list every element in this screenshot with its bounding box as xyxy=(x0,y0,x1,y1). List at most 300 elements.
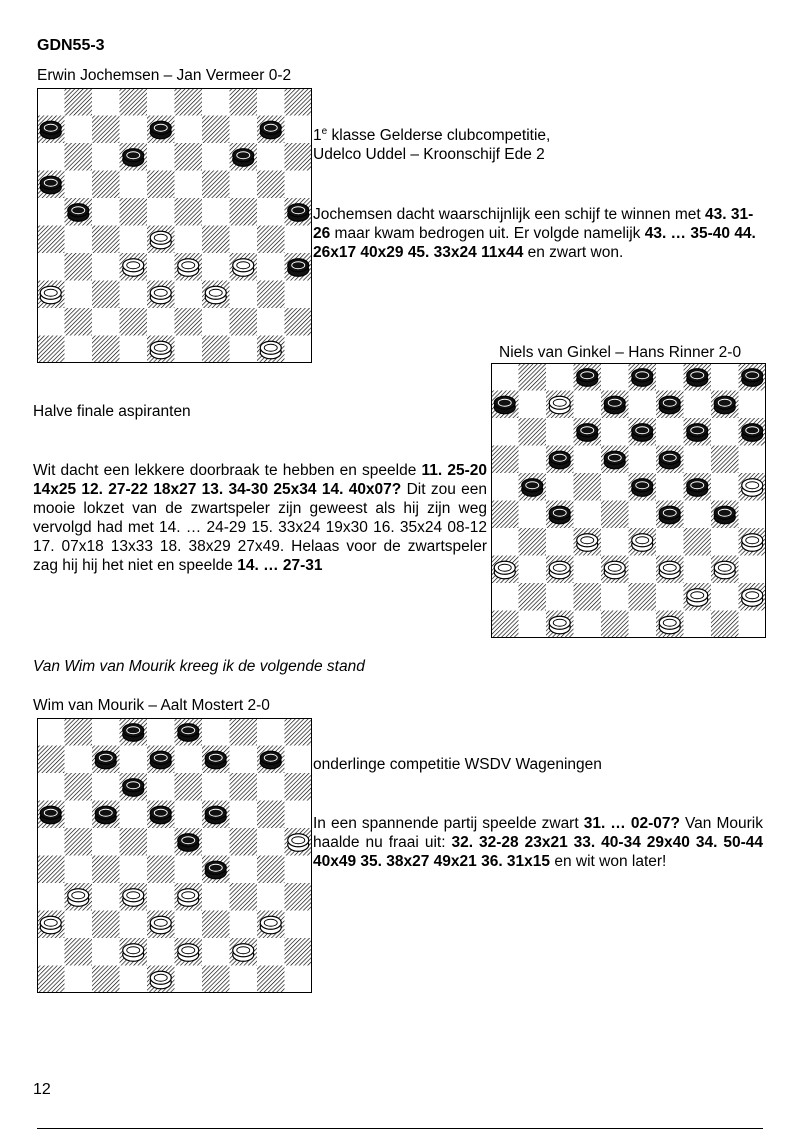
white-piece xyxy=(260,341,281,359)
game3-board xyxy=(37,718,312,993)
light-square xyxy=(574,391,602,419)
white-piece xyxy=(549,396,570,414)
light-square xyxy=(65,116,93,144)
black-piece xyxy=(288,204,309,222)
dark-square xyxy=(285,88,313,116)
light-square xyxy=(257,198,285,226)
dark-square xyxy=(230,883,258,911)
black-piece xyxy=(494,396,515,414)
light-square xyxy=(656,528,684,556)
light-square xyxy=(120,336,148,364)
light-square xyxy=(257,773,285,801)
dark-square xyxy=(120,308,148,336)
light-square xyxy=(629,611,657,639)
dark-square xyxy=(257,801,285,829)
black-piece xyxy=(288,259,309,277)
game1-text-2: maar kwam bedrogen uit. Er volgde namelijk xyxy=(330,225,645,242)
light-square xyxy=(65,281,93,309)
light-square xyxy=(175,171,203,199)
light-square xyxy=(684,501,712,529)
light-square xyxy=(519,611,547,639)
black-piece xyxy=(123,724,144,742)
light-square xyxy=(656,473,684,501)
dark-square xyxy=(601,611,629,639)
white-piece xyxy=(150,916,171,934)
dark-square xyxy=(491,501,519,529)
light-square xyxy=(37,938,65,966)
light-square xyxy=(92,828,120,856)
dark-square xyxy=(175,88,203,116)
light-square xyxy=(574,611,602,639)
light-square xyxy=(546,363,574,391)
dark-square xyxy=(175,773,203,801)
light-square xyxy=(120,801,148,829)
light-square xyxy=(285,801,313,829)
dark-square xyxy=(285,308,313,336)
black-piece xyxy=(205,861,226,879)
black-piece xyxy=(659,506,680,524)
dark-square xyxy=(92,856,120,884)
light-square xyxy=(202,938,230,966)
white-piece xyxy=(150,231,171,249)
black-piece xyxy=(150,121,171,139)
light-square xyxy=(711,528,739,556)
dark-square xyxy=(230,718,258,746)
black-piece xyxy=(687,369,708,387)
light-square xyxy=(92,253,120,281)
light-square xyxy=(574,501,602,529)
light-square xyxy=(65,746,93,774)
black-piece xyxy=(659,451,680,469)
light-square xyxy=(491,418,519,446)
light-square xyxy=(147,938,175,966)
dark-square xyxy=(65,828,93,856)
light-square xyxy=(120,746,148,774)
white-piece xyxy=(577,534,598,552)
light-square xyxy=(175,911,203,939)
dark-square xyxy=(92,116,120,144)
light-square xyxy=(65,226,93,254)
light-square xyxy=(601,528,629,556)
dark-square xyxy=(257,966,285,994)
black-piece xyxy=(95,806,116,824)
light-square xyxy=(257,253,285,281)
black-piece xyxy=(260,121,281,139)
dark-square xyxy=(491,446,519,474)
white-piece xyxy=(742,534,763,552)
light-square xyxy=(147,773,175,801)
light-square xyxy=(230,966,258,994)
light-square xyxy=(285,171,313,199)
light-square xyxy=(285,966,313,994)
light-square xyxy=(175,116,203,144)
black-piece xyxy=(40,121,61,139)
dark-square xyxy=(285,718,313,746)
light-square xyxy=(257,938,285,966)
light-square xyxy=(65,171,93,199)
light-square xyxy=(546,473,574,501)
light-square xyxy=(202,88,230,116)
white-piece xyxy=(260,916,281,934)
light-square xyxy=(257,88,285,116)
black-piece xyxy=(687,479,708,497)
light-square xyxy=(230,226,258,254)
light-square xyxy=(711,473,739,501)
dark-square xyxy=(37,336,65,364)
light-square xyxy=(92,773,120,801)
light-square xyxy=(92,143,120,171)
black-piece xyxy=(742,369,763,387)
light-square xyxy=(202,143,230,171)
white-piece xyxy=(40,286,61,304)
black-piece xyxy=(604,396,625,414)
light-square xyxy=(147,253,175,281)
light-square xyxy=(37,143,65,171)
game1-move-1: 43. 31-26 xyxy=(313,206,754,242)
light-square xyxy=(230,336,258,364)
light-square xyxy=(519,501,547,529)
light-square xyxy=(92,308,120,336)
light-square xyxy=(601,583,629,611)
black-piece xyxy=(233,149,254,167)
dark-square xyxy=(230,308,258,336)
black-piece xyxy=(95,751,116,769)
dark-square xyxy=(65,773,93,801)
white-piece xyxy=(123,259,144,277)
light-square xyxy=(519,391,547,419)
light-square xyxy=(202,198,230,226)
black-piece xyxy=(549,451,570,469)
black-piece xyxy=(178,724,199,742)
draughts-board-svg xyxy=(37,88,312,363)
footer-rule xyxy=(37,1128,763,1129)
black-piece xyxy=(549,506,570,524)
light-square xyxy=(491,363,519,391)
dark-square xyxy=(285,773,313,801)
light-square xyxy=(491,473,519,501)
game3-text-2: Van Mourik haalde nu fraai uit: xyxy=(313,815,763,851)
dark-square xyxy=(257,226,285,254)
white-piece xyxy=(123,889,144,907)
dark-square xyxy=(202,966,230,994)
light-square xyxy=(601,363,629,391)
light-square xyxy=(92,88,120,116)
light-square xyxy=(684,446,712,474)
light-square xyxy=(37,253,65,281)
light-square xyxy=(202,828,230,856)
dark-square xyxy=(65,308,93,336)
dark-square xyxy=(147,856,175,884)
white-piece xyxy=(68,889,89,907)
document-code: GDN55-3 xyxy=(37,37,105,54)
black-piece xyxy=(632,479,653,497)
black-piece xyxy=(604,451,625,469)
light-square xyxy=(120,281,148,309)
light-square xyxy=(230,171,258,199)
dark-square xyxy=(202,116,230,144)
dark-square xyxy=(285,143,313,171)
light-square xyxy=(546,418,574,446)
light-square xyxy=(257,718,285,746)
black-piece xyxy=(40,176,61,194)
game2-board xyxy=(491,363,766,638)
dark-square xyxy=(37,226,65,254)
white-piece xyxy=(659,616,680,634)
dark-square xyxy=(519,528,547,556)
dark-square xyxy=(65,143,93,171)
dark-square xyxy=(175,308,203,336)
white-piece xyxy=(233,944,254,962)
light-square xyxy=(202,253,230,281)
white-piece xyxy=(687,589,708,607)
game1-text-3: en zwart won. xyxy=(523,244,624,261)
light-square xyxy=(147,718,175,746)
light-square xyxy=(37,198,65,226)
dark-square xyxy=(92,911,120,939)
light-square xyxy=(546,528,574,556)
light-square xyxy=(230,911,258,939)
game3-competition: onderlinge competitie WSDV Wageningen xyxy=(313,756,602,773)
light-square xyxy=(711,363,739,391)
white-piece xyxy=(549,616,570,634)
light-square xyxy=(175,281,203,309)
dark-square xyxy=(37,746,65,774)
game3-text-3: en wit won later! xyxy=(550,853,667,870)
white-piece xyxy=(632,534,653,552)
light-square xyxy=(120,966,148,994)
light-square xyxy=(629,391,657,419)
white-piece xyxy=(123,944,144,962)
dark-square xyxy=(519,583,547,611)
white-piece xyxy=(742,589,763,607)
dark-square xyxy=(175,143,203,171)
white-piece xyxy=(494,561,515,579)
dark-square xyxy=(120,828,148,856)
dark-square xyxy=(202,911,230,939)
light-square xyxy=(257,883,285,911)
light-square xyxy=(37,308,65,336)
dark-square xyxy=(65,253,93,281)
game1-players: Erwin Jochemsen – Jan Vermeer 0-2 xyxy=(37,67,292,84)
light-square xyxy=(285,116,313,144)
note-italic xyxy=(33,657,365,676)
light-square xyxy=(285,336,313,364)
light-square xyxy=(175,856,203,884)
dark-square xyxy=(92,281,120,309)
light-square xyxy=(37,88,65,116)
light-square xyxy=(65,966,93,994)
white-piece xyxy=(604,561,625,579)
dark-square xyxy=(257,171,285,199)
black-piece xyxy=(659,396,680,414)
black-piece xyxy=(205,806,226,824)
light-square xyxy=(629,446,657,474)
game2-move-1: 11. 25-20 14x25 12. 27-22 18x27 13. 34-30 25x34 14. 40x07? xyxy=(33,462,487,498)
white-piece xyxy=(178,889,199,907)
dark-square xyxy=(491,611,519,639)
white-piece xyxy=(150,286,171,304)
light-square xyxy=(37,773,65,801)
light-square xyxy=(37,718,65,746)
dark-square xyxy=(230,88,258,116)
light-square xyxy=(120,911,148,939)
draughts-board-svg xyxy=(37,718,312,993)
white-piece xyxy=(659,561,680,579)
light-square xyxy=(230,801,258,829)
light-square xyxy=(285,746,313,774)
game3-move-1: 31. … 02-07? xyxy=(583,815,680,832)
light-square xyxy=(739,611,767,639)
light-square xyxy=(739,446,767,474)
black-piece xyxy=(40,806,61,824)
dark-square xyxy=(65,88,93,116)
light-square xyxy=(739,556,767,584)
white-piece xyxy=(742,479,763,497)
dark-square xyxy=(92,336,120,364)
game2-event: Halve finale aspiranten xyxy=(33,403,191,420)
dark-square xyxy=(202,226,230,254)
game1-comp-sup: e xyxy=(321,126,328,137)
light-square xyxy=(519,556,547,584)
dark-square xyxy=(92,966,120,994)
dark-square xyxy=(65,938,93,966)
game1-move-2: 43. … 35-40 44. 26x17 40x29 45. 33x24 11x44 xyxy=(313,225,756,261)
light-square xyxy=(285,226,313,254)
light-square xyxy=(574,556,602,584)
light-square xyxy=(491,583,519,611)
dark-square xyxy=(574,473,602,501)
game2-text-1: Wit dacht een lekkere doorbraak te hebben en speelde xyxy=(33,462,422,479)
black-piece xyxy=(522,479,543,497)
light-square xyxy=(684,391,712,419)
black-piece xyxy=(150,806,171,824)
light-square xyxy=(546,583,574,611)
game2-move-2: 14. … 27-31 xyxy=(237,557,323,574)
light-square xyxy=(202,718,230,746)
light-square xyxy=(37,883,65,911)
light-square xyxy=(285,911,313,939)
light-square xyxy=(601,473,629,501)
light-square xyxy=(175,336,203,364)
light-square xyxy=(257,308,285,336)
game1-text-1: Jochemsen dacht waarschijnlijk een schijf te winnen met xyxy=(313,206,705,223)
light-square xyxy=(147,883,175,911)
white-piece xyxy=(288,834,309,852)
dark-square xyxy=(92,171,120,199)
light-square xyxy=(257,828,285,856)
dark-square xyxy=(519,418,547,446)
light-square xyxy=(285,281,313,309)
game3-paragraph xyxy=(313,814,763,871)
light-square xyxy=(65,336,93,364)
game1-paragraph xyxy=(313,205,765,262)
white-piece xyxy=(549,561,570,579)
white-piece xyxy=(714,561,735,579)
dark-square xyxy=(120,198,148,226)
light-square xyxy=(230,746,258,774)
black-piece xyxy=(205,751,226,769)
dark-square xyxy=(601,501,629,529)
game3-players: Wim van Mourik – Aalt Mostert 2-0 xyxy=(33,697,270,714)
dark-square xyxy=(230,773,258,801)
dark-square xyxy=(230,828,258,856)
light-square xyxy=(37,828,65,856)
white-piece xyxy=(178,259,199,277)
light-square xyxy=(629,556,657,584)
dark-square xyxy=(257,281,285,309)
black-piece xyxy=(577,424,598,442)
game2-players: Niels van Ginkel – Hans Rinner 2-0 xyxy=(499,344,742,361)
game1-board xyxy=(37,88,312,363)
light-square xyxy=(175,746,203,774)
white-piece xyxy=(150,971,171,989)
light-square xyxy=(739,391,767,419)
dark-square xyxy=(257,856,285,884)
dark-square xyxy=(175,198,203,226)
light-square xyxy=(147,828,175,856)
light-square xyxy=(230,281,258,309)
light-square xyxy=(120,171,148,199)
black-piece xyxy=(714,506,735,524)
dark-square xyxy=(65,718,93,746)
black-piece xyxy=(687,424,708,442)
dark-square xyxy=(120,88,148,116)
black-piece xyxy=(632,369,653,387)
light-square xyxy=(684,611,712,639)
light-square xyxy=(230,856,258,884)
black-piece xyxy=(714,396,735,414)
light-square xyxy=(147,308,175,336)
light-square xyxy=(147,88,175,116)
dark-square xyxy=(574,583,602,611)
dark-square xyxy=(202,336,230,364)
game3-text-1: In een spannende partij speelde zwart xyxy=(313,815,584,832)
dark-square xyxy=(230,198,258,226)
light-square xyxy=(92,938,120,966)
light-square xyxy=(175,966,203,994)
light-square xyxy=(656,363,684,391)
light-square xyxy=(230,116,258,144)
black-piece xyxy=(123,779,144,797)
light-square xyxy=(574,446,602,474)
dark-square xyxy=(711,446,739,474)
light-square xyxy=(739,501,767,529)
black-piece xyxy=(123,149,144,167)
white-piece xyxy=(150,341,171,359)
game3-move-2: 32. 32-28 23x21 33. 40-34 29x40 34. 50-44 40x49 35. 38x27 49x21 36. 31x15 xyxy=(313,834,764,870)
light-square xyxy=(202,308,230,336)
light-square xyxy=(711,418,739,446)
dark-square xyxy=(629,583,657,611)
dark-square xyxy=(711,611,739,639)
white-piece xyxy=(40,916,61,934)
light-square xyxy=(92,198,120,226)
light-square xyxy=(285,856,313,884)
game1-comp-line2: Udelco Uddel – Kroonschijf Ede 2 xyxy=(313,146,545,163)
note-text: Van Wim van Mourik kreeg ik de volgende stand xyxy=(33,658,365,675)
light-square xyxy=(257,143,285,171)
white-piece xyxy=(205,286,226,304)
dark-square xyxy=(147,171,175,199)
page-number: 12 xyxy=(33,1081,51,1098)
light-square xyxy=(202,773,230,801)
game2-text-2: Dit zou een mooie lokzet van de zwartspeler zijn geweest als hij zijn weg vervolgd had met 14. … 24-29 15. 33x24 19x30 16. 35x24 08-12 17. 07x18 13x33 18. 38x29 27x49. Helaas voor de zwartspeler zag hij hij het niet en speelde xyxy=(33,481,487,574)
game1-comp-post: klasse Gelderse clubcompetitie, xyxy=(327,127,551,144)
light-square xyxy=(175,226,203,254)
dark-square xyxy=(285,883,313,911)
dark-square xyxy=(285,938,313,966)
light-square xyxy=(656,418,684,446)
